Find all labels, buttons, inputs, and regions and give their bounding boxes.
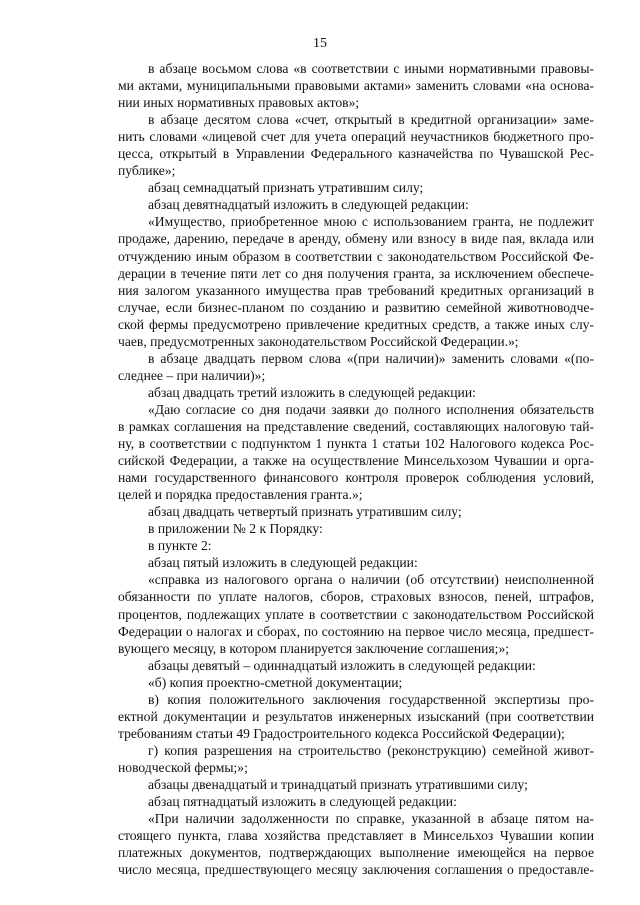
text-line: «Имущество, приобретенное мною с использованием гранта, не подлежит — [148, 214, 594, 230]
text-line: новодческой фермы;»; — [118, 759, 248, 775]
text-line: в) копия положительного заключения государственной экспертизы про- — [148, 691, 594, 707]
text-line: нии иных нормативных правовых актов»; — [118, 95, 360, 111]
text-line: платежных документов, подтверждающих выполнение имеющейся на первое — [118, 845, 594, 861]
text-line: отчуждению иным образом в соответствии с законодательством Российской Фе- — [118, 248, 594, 264]
text-line: в пункте 2: — [148, 538, 212, 554]
text-line: в рамках соглашения на представление сведений, составляющих налоговую тай- — [118, 418, 594, 434]
text-line: случае, если бизнес-планом по созданию и развитию семейной животноводче- — [118, 299, 594, 315]
text-line: требованиям статьи 49 Градостроительного кодекса Российской Федерации); — [118, 725, 565, 741]
text-line: «справка из налогового органа о наличии (об отсутствии) неисполненной — [148, 572, 594, 588]
text-line: в абзаце восьмом слова «в соответствии с иными нормативными правовы- — [148, 61, 594, 76]
text-line: сийской Федерации, а также на осуществление Минсельхозом Чувашии и орга- — [118, 453, 594, 469]
text-line: г) копия разрешения на строительство (реконструкцию) семейной живот- — [148, 742, 594, 758]
text-line: стоящего пункта, глава хозяйства представляет в Минсельхоз Чувашии копии — [118, 828, 594, 844]
text-line: число месяца, предшествующего месяцу заключения соглашения о предоставле- — [118, 862, 594, 878]
text-line: ния залогом указанного имущества прав требований кредитных организаций в — [118, 282, 594, 298]
text-line: абзац семнадцатый признать утратившим силу; — [148, 180, 424, 196]
text-line: целей и порядка предоставления гранта.»; — [118, 487, 363, 503]
text-line: «Даю согласие со дня подачи заявки до полного исполнения обязательств — [148, 401, 594, 417]
text-line: процентов, подлежащих уплате в соответствии с законодательством Российской — [118, 606, 594, 622]
text-line: чаев, предусмотренных законодательством Российской Федерации.»; — [118, 333, 519, 349]
text-line: абзац пятый изложить в следующей редакции: — [148, 555, 418, 571]
text-line: «При наличии задолженности по справке, указанной в абзаце пятом на- — [148, 811, 594, 827]
text-line: в абзаце десятом слова «счет, открытый в кредитной организации» заме- — [148, 112, 594, 128]
text-line: ну, в соответствии с подпунктом 1 пункта 1 статьи 102 Налогового кодекса Рос- — [118, 436, 594, 452]
text-line: Федерации о налогах и сборах, по состоянию на первое число месяца, предшест- — [118, 623, 594, 639]
text-line: нить словами «лицевой счет для учета операций неучастников бюджетного про- — [118, 129, 594, 145]
text-line: обязанности по уплате налогов, сборов, страховых взносов, пеней, штрафов, — [118, 589, 594, 605]
text-line: следнее – при наличии)»; — [118, 367, 266, 383]
text-line: публике»; — [118, 163, 176, 179]
text-line: в приложении № 2 к Порядку: — [148, 521, 323, 537]
text-line: вующего месяцу, в котором планируется заключение соглашения;»; — [118, 640, 510, 656]
text-line: «б) копия проектно-сметной документации; — [148, 674, 403, 690]
text-line: ской фермы предусмотрено привлечение кредитных средств, а также иных слу- — [118, 316, 594, 332]
text-line: абзацы двенадцатый и тринадцатый признать утратившими силу; — [148, 776, 528, 792]
text-line: продаже, дарению, передаче в аренду, обмену или взносу в виде пая, вклада или — [118, 231, 594, 247]
text-line: ектной документации и результатов инженерных изысканий (при соответствии — [118, 708, 594, 724]
text-line: цесса, открытый в Управлении Федерального казначейства по Чувашской Рес- — [118, 146, 594, 162]
text-line: абзац девятнадцатый изложить в следующей редакции: — [148, 197, 469, 213]
document-body — [118, 60, 594, 878]
text-line: дерации в течение пяти лет со дня получения гранта, за исключением обеспече- — [118, 265, 594, 281]
text-line: в абзаце двадцать первом слова «(при наличии)» заменить словами «(по- — [148, 350, 594, 366]
text-line: абзацы девятый – одиннадцатый изложить в следующей редакции: — [148, 657, 536, 673]
text-line: абзац пятнадцатый изложить в следующей редакции: — [148, 794, 457, 810]
text-line: абзац двадцать третий изложить в следующей редакции: — [148, 384, 476, 400]
text-line: абзац двадцать четвертый признать утратившим силу; — [148, 504, 462, 520]
text-line: ми актами, муниципальными правовыми актами» заменить словами «на основа- — [118, 78, 594, 94]
text-line: нами государственного финансового контроля проверок соблюдения условий, — [118, 470, 594, 486]
page-number: 15 — [313, 36, 327, 51]
